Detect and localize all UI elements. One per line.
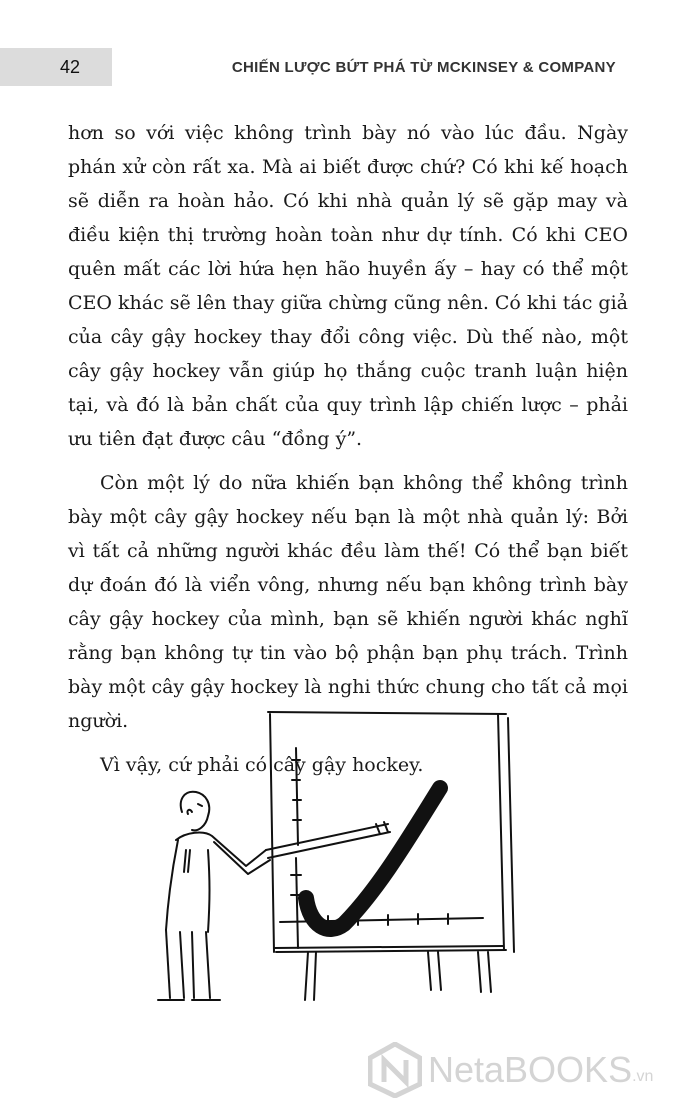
watermark-suffix: .vn <box>632 1068 654 1085</box>
pointer-stick <box>266 822 390 858</box>
hockey-stick-cartoon-illustration <box>148 700 548 1010</box>
body-text <box>68 116 628 792</box>
running-header-title: CHIẾN LƯỢC BỨT PHÁ TỪ MCKINSEY & COMPANY <box>231 59 616 76</box>
board-upper-axis <box>292 748 301 845</box>
netabooks-logo-icon <box>368 1042 422 1098</box>
netabooks-watermark <box>368 1042 653 1098</box>
paragraph-continuation: hơn so với việc không trình bày nó vào lúc đầu. Ngày phán xử còn rất xa. Mà ai biết được chứ? Có khi kế hoạch sẽ diễn ra hoàn hảo. Có khi nhà quản lý sẽ gặp may và điều kiện thị trường hoàn toàn như dự tính. Có khi CEO quên mất các lời hứa hẹn hão huyền ấy – hay có thể một CEO khác sẽ lên thay giữa chừng cũng nên. Có khi tác giả của cây gậy hockey thay đổi công việc. Dù thế nào, một cây gậy hockey vẫn giúp họ thắng cuộc tranh luận hiện tại, và đó là bản chất của quy trình lập chiến lược – phải ưu tiên đạt được câu “đồng ý”. <box>68 122 628 450</box>
page-number-tab <box>0 48 112 86</box>
hockey-stick-curve <box>306 788 440 929</box>
watermark-brand: NetaBOOKS <box>428 1049 633 1090</box>
paragraph-closing: Vì vậy, cứ phải có cây gậy hockey. <box>100 754 424 776</box>
presenter-figure <box>158 792 270 1000</box>
easel-legs <box>305 952 491 1000</box>
page-number: 42 <box>60 57 81 77</box>
paragraph-second: Còn một lý do nữa khiến bạn không thể không trình bày một cây gậy hockey nếu bạn là một nhà quản lý: Bởi vì tất cả những người khác đều làm thế! Có thể bạn biết dự đoán đó là viển vông, nhưng nếu bạn không trình bày cây gậy hockey của mình, bạn sẽ khiến người khác nghĩ rằng bạn không tự tin vào bộ phận bạn phụ trách. Trình bày một cây gậy hockey là nghi thức chung cho tất cả mọi người. <box>68 472 628 732</box>
